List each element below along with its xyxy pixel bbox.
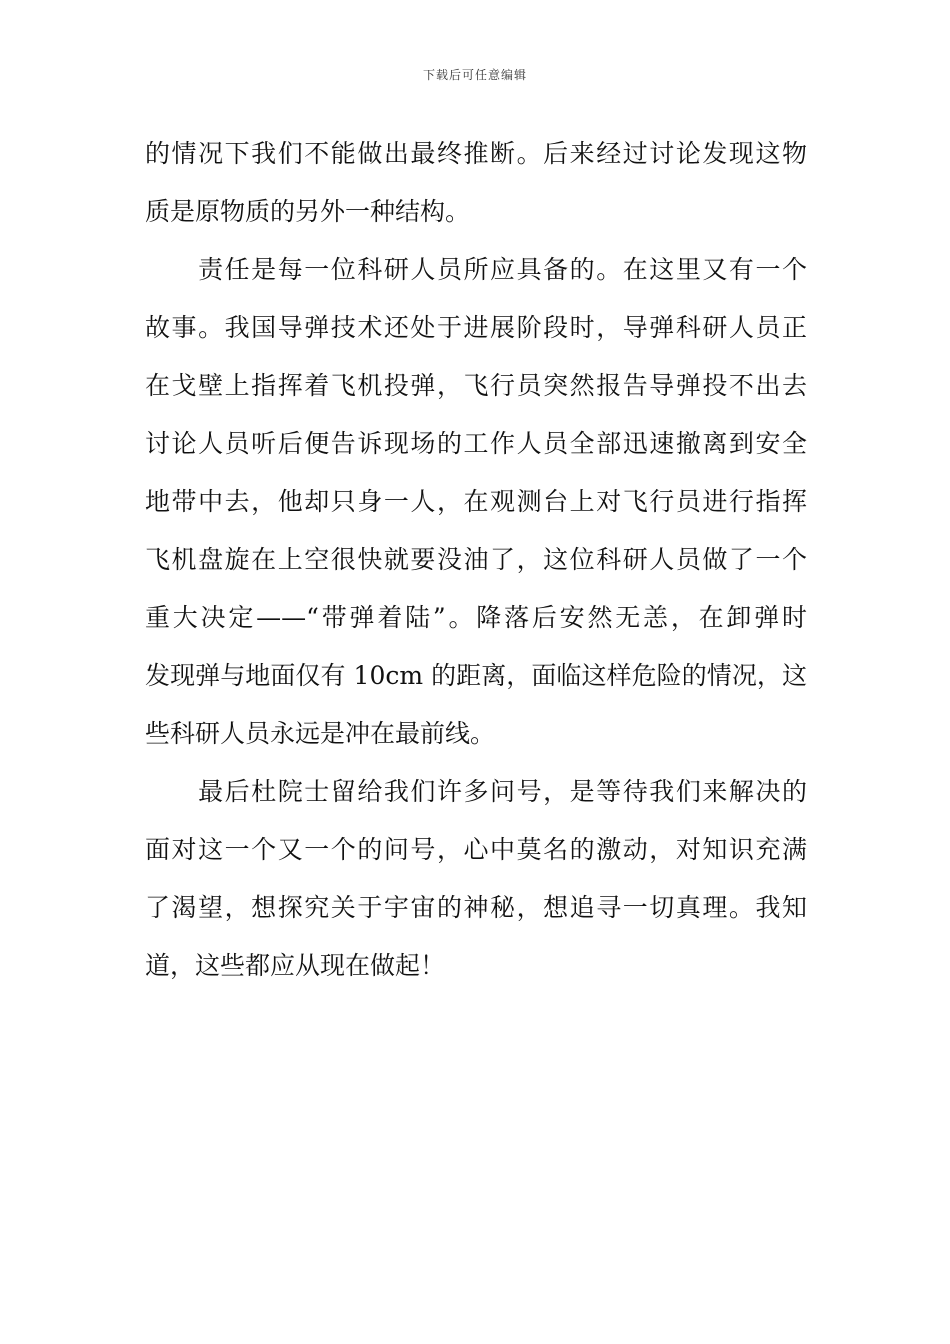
text-line: 了渴望，想探究关于宇宙的神秘，想追寻一切真理。我知 xyxy=(145,893,807,922)
text-line: 故事。我国导弹技术还处于进展阶段时，导弹科研人员正 xyxy=(145,313,807,342)
page-header: 下载后可任意编辑 xyxy=(422,68,527,82)
text-line: 发现弹与地面仅有 10cm 的距离，面临这样危险的情况，这 xyxy=(145,661,807,690)
text-line: 面对这一个又一个的问号，心中莫名的激动，对知识充满 xyxy=(145,835,807,864)
text-line: 飞机盘旋在上空很快就要没油了，这位科研人员做了一个 xyxy=(145,545,807,574)
text-line: 道，这些都应从现在做起！ xyxy=(145,951,446,980)
text-line: 质是原物质的另外一种结构。 xyxy=(145,197,471,226)
text-line: 责任是每一位科研人员所应具备的。在这里又有一个 xyxy=(145,255,807,284)
text-line: 些科研人员永远是冲在最前线。 xyxy=(145,719,496,748)
text-line: 的情况下我们不能做出最终推断。后来经过讨论发现这物 xyxy=(145,139,807,168)
text-line: 最后杜院士留给我们许多问号，是等待我们来解决的 xyxy=(145,777,807,806)
text-line: 地带中去，他却只身一人，在观测台上对飞行员进行指挥 xyxy=(145,487,807,516)
text-line: 重大决定——“带弹着陆”。降落后安然无恙，在卸弹时 xyxy=(145,603,807,632)
text-line: 在戈壁上指挥着飞机投弹，飞行员突然报告导弹投不出去 xyxy=(145,371,807,400)
text-line: 讨论人员听后便告诉现场的工作人员全部迅速撤离到安全 xyxy=(145,429,807,458)
document-body xyxy=(145,125,807,995)
